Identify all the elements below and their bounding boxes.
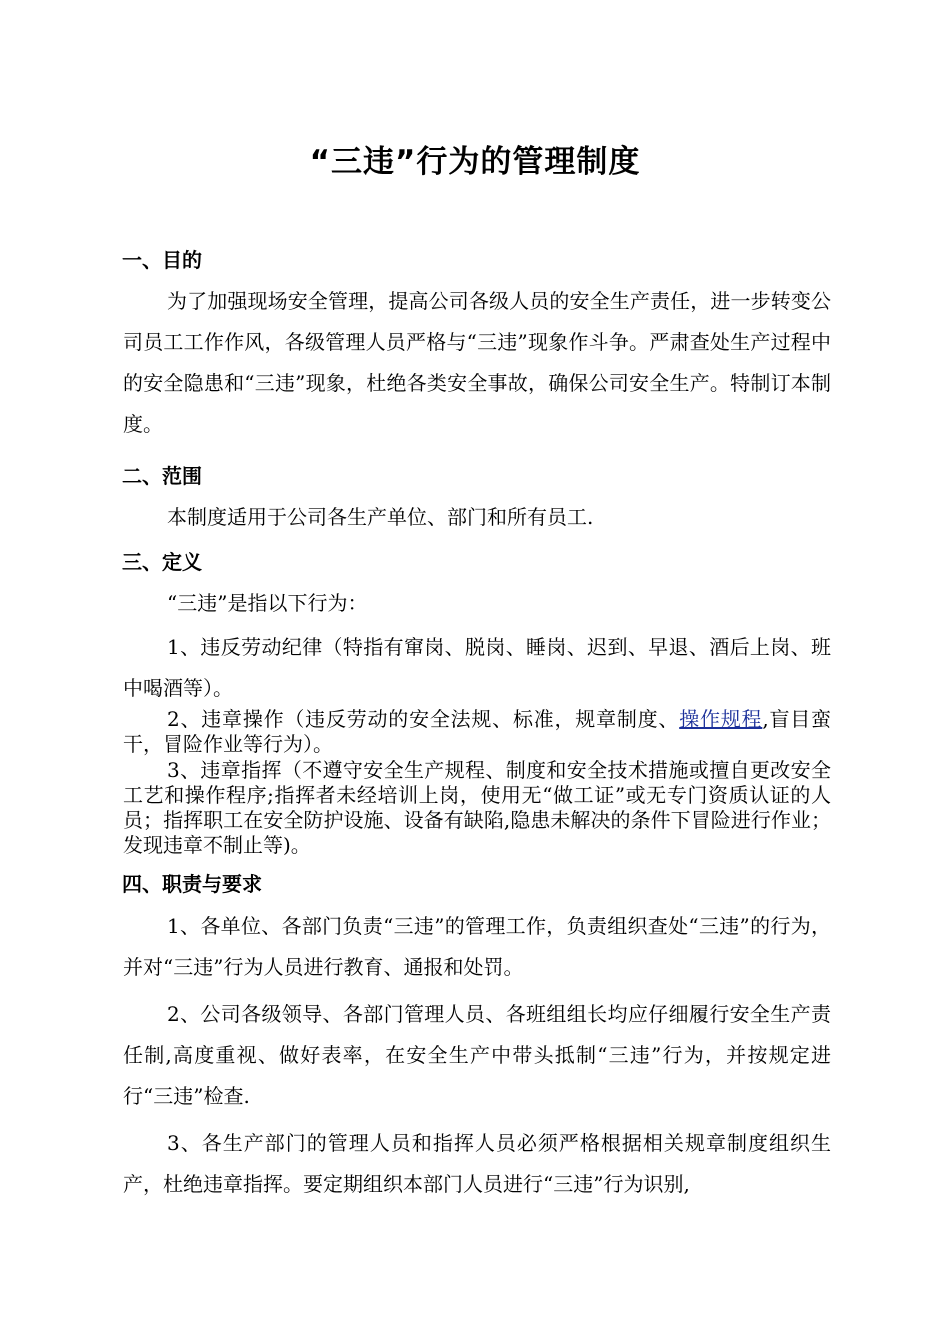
definition-item-2-text-after: ,盲目蛮干，冒险作业等行为）。 <box>123 707 832 756</box>
operating-procedures-link[interactable]: 操作规程 <box>679 707 763 731</box>
purpose-paragraph: 为了加强现场安全管理，提高公司各级人员的安全生产责任，进一步转变公司员工工作作风，各级管理人员严格与“三违”现象作斗争。严肃查处生产过程中的安全隐患和“三违”现象，杜绝各类安全事故，确保公司安全生产。特制订本制度。 <box>123 289 831 436</box>
page-title: “三违”行为的管理制度 <box>309 144 641 180</box>
section-heading-scope: 二、范围 <box>122 464 202 488</box>
definition-item-2 <box>123 707 831 757</box>
section-heading-definition: 三、定义 <box>122 550 202 574</box>
definition-item-3: 3、违章指挥（不遵守安全生产规程、制度和安全技术措施或擅自更改安全工艺和操作程序;指挥者未经培训上岗，使用无“做工证”或无专门资质认证的人员；指挥职工在安全防护设施、设备有缺陷,隐患未解决的条件下冒险进行作业；发现违章不制止等)。 <box>123 758 831 857</box>
definition-intro: “三违”是指以下行为： <box>167 591 368 615</box>
responsibility-item-2: 2、公司各级领导、各部门管理人员、各班组组长均应仔细履行安全生产责任制,高度重视、做好表率，在安全生产中带头抵制“三违”行为，并按规定进行“三违”检查. <box>123 1002 831 1108</box>
section-heading-responsibilities: 四、职责与要求 <box>122 872 262 896</box>
responsibility-item-1: 1、各单位、各部门负责“三违”的管理工作，负责组织查处“三违”的行为，并对“三违”行为人员进行教育、通报和处罚。 <box>123 914 831 979</box>
definition-item-1: 1、违反劳动纪律（特指有窜岗、脱岗、睡岗、迟到、早退、酒后上岗、班中喝酒等）。 <box>123 635 831 700</box>
responsibility-item-3: 3、各生产部门的管理人员和指挥人员必须严格根据相关规章制度组织生产，杜绝违章指挥。要定期组织本部门人员进行“三违”行为识别, <box>123 1131 831 1196</box>
section-heading-purpose: 一、目的 <box>122 248 202 272</box>
scope-paragraph: 本制度适用于公司各生产单位、部门和所有员工. <box>167 505 594 529</box>
definition-item-2-text: 2、违章操作（违反劳动的安全法规、标准，规章制度、 <box>167 707 680 731</box>
